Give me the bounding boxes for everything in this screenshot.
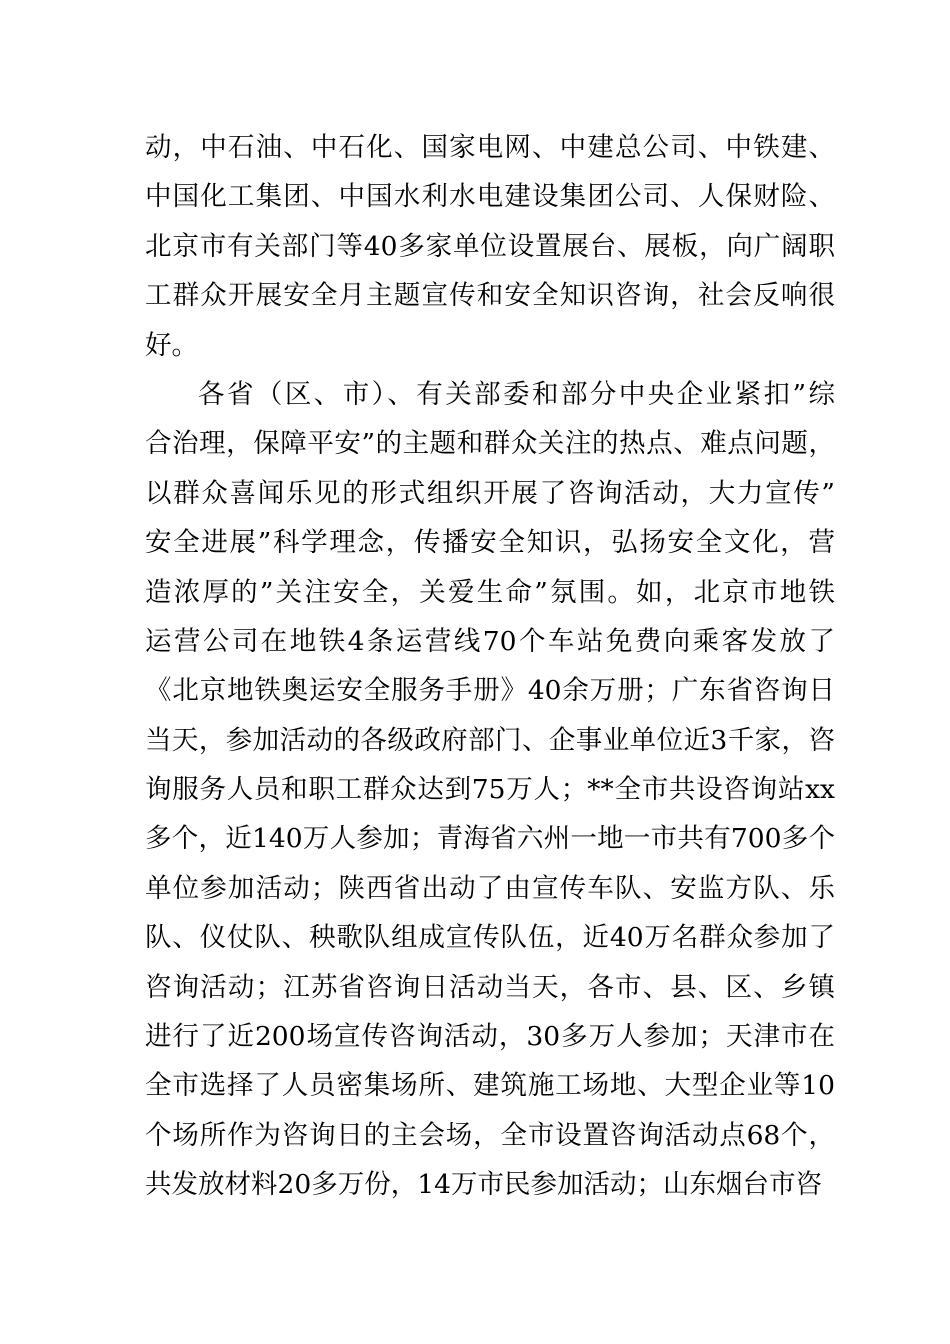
text-line: 北京市有关部门等40多家单位设置展台、展板，向广阔职: [145, 230, 835, 262]
paragraph: [145, 370, 835, 1210]
text-line: 共发放材料20多万份，14万市民参加活动；山东烟台市咨: [145, 1169, 822, 1201]
text-line: 工群众开展安全月主题宣传和安全知识咨询，社会反响很: [145, 280, 835, 312]
text-line: 运营公司在地铁4条运营线70个车站免费向乘客发放了: [145, 625, 835, 657]
text-line: 《北京地铁奥运安全服务手册》40余万册；广东省咨询日: [145, 675, 835, 707]
text-line: 单位参加活动；陕西省出动了由宣传车队、安监方队、乐: [145, 872, 835, 904]
text-line: 多个，近140万人参加；青海省六州一地一市共有700多个: [145, 823, 835, 855]
text-line: 全市选择了人员密集场所、建筑施工场地、大型企业等10: [145, 1070, 835, 1102]
text-line: 个场所作为咨询日的主会场，全市设置咨询活动点68个，: [145, 1119, 835, 1151]
text-line: 造浓厚的”关注安全，关爱生命”氛围。如，北京市地铁: [145, 576, 835, 608]
text-line: 合治理，保障平安”的主题和群众关注的热点、难点问题，: [145, 428, 835, 460]
text-line: 询服务人员和职工群众达到75万人；**全市共设咨询站xx: [145, 774, 835, 806]
body-text: [145, 123, 835, 1210]
text-line: 安全进展”科学理念，传播安全知识，弘扬安全文化，营: [145, 527, 835, 559]
text-line: 咨询活动；江苏省咨询日活动当天，各市、县、区、乡镇: [145, 971, 835, 1003]
text-line: 队、仪仗队、秧歌队组成宣传队伍，近40万名群众参加了: [145, 922, 835, 954]
text-line: 各省（区、市）、有关部委和部分中央企业紧扣”综: [198, 378, 835, 410]
paragraph: [145, 123, 835, 370]
text-line: 好。: [145, 329, 198, 361]
text-line: 进行了近200场宣传咨询活动，30多万人参加；天津市在: [145, 1021, 835, 1053]
text-line: 以群众喜闻乐见的形式组织开展了咨询活动，大力宣传”: [145, 477, 835, 509]
text-line: 动，中石油、中石化、国家电网、中建总公司、中铁建、: [145, 132, 835, 163]
text-line: 中国化工集团、中国水利水电建设集团公司、人保财险、: [145, 181, 835, 213]
text-line: 当天，参加活动的各级政府部门、企事业单位近3千家，咨: [145, 724, 835, 756]
